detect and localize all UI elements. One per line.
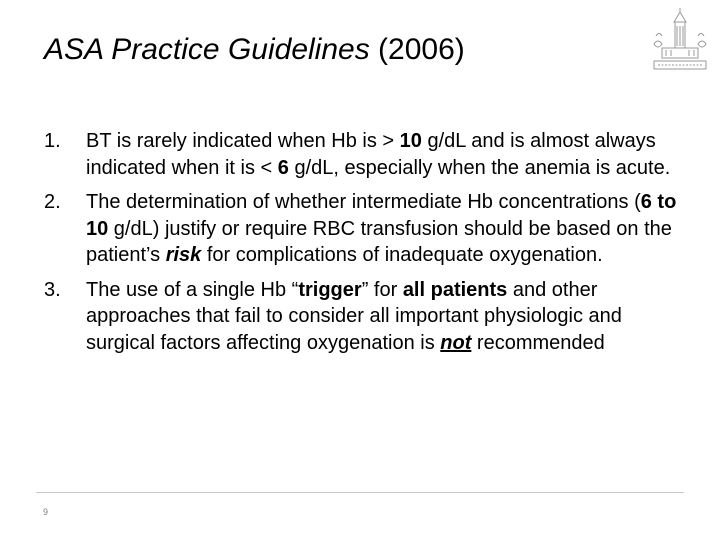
item-text: g/dL and is almost always indicated when it is < (86, 130, 656, 179)
item-text-emphasis: not (440, 331, 472, 354)
item-number: 1. (44, 130, 61, 152)
item-number: 2. (44, 191, 61, 213)
list-item (44, 128, 694, 181)
page-number: 9 (43, 507, 49, 517)
item-text-bold: all patients (402, 278, 508, 301)
item-text-bold-italic: risk (165, 244, 202, 266)
guideline-list (44, 128, 694, 364)
item-text: The use of a single Hb “ (86, 278, 299, 301)
item-text-bold: 10 (399, 130, 422, 152)
item-text: The determination of whether intermediate Hb concentrations ( (86, 191, 641, 213)
item-text: g/dL, especially when the anemia is acute. (288, 156, 671, 179)
item-text: and other approaches that fail to consider all important physiologic and surgical factors affecting oxygenation is (86, 278, 622, 354)
item-text: recommended (471, 331, 605, 354)
list-item (44, 189, 694, 269)
item-text-bold: 6 to 10 (86, 191, 677, 240)
footer-divider (36, 492, 684, 493)
item-text-bold: trigger (298, 278, 362, 301)
item-number: 3. (44, 278, 61, 301)
item-text: g/dL) justify or require RBC transfusion should be based on the patient’s (86, 217, 672, 266)
title-year-text: (2006) (369, 33, 465, 66)
item-text: ” for (361, 278, 403, 301)
item-text: for complications of inadequate oxygenation. (201, 244, 603, 266)
slide-title (44, 32, 465, 68)
item-text: BT is rarely indicated when Hb is > (86, 130, 400, 152)
list-item (44, 277, 694, 357)
item-text-bold: 6 (277, 156, 289, 179)
title-italic-text: ASA Practice Guidelines (44, 33, 370, 66)
university-seal-icon (644, 4, 716, 72)
